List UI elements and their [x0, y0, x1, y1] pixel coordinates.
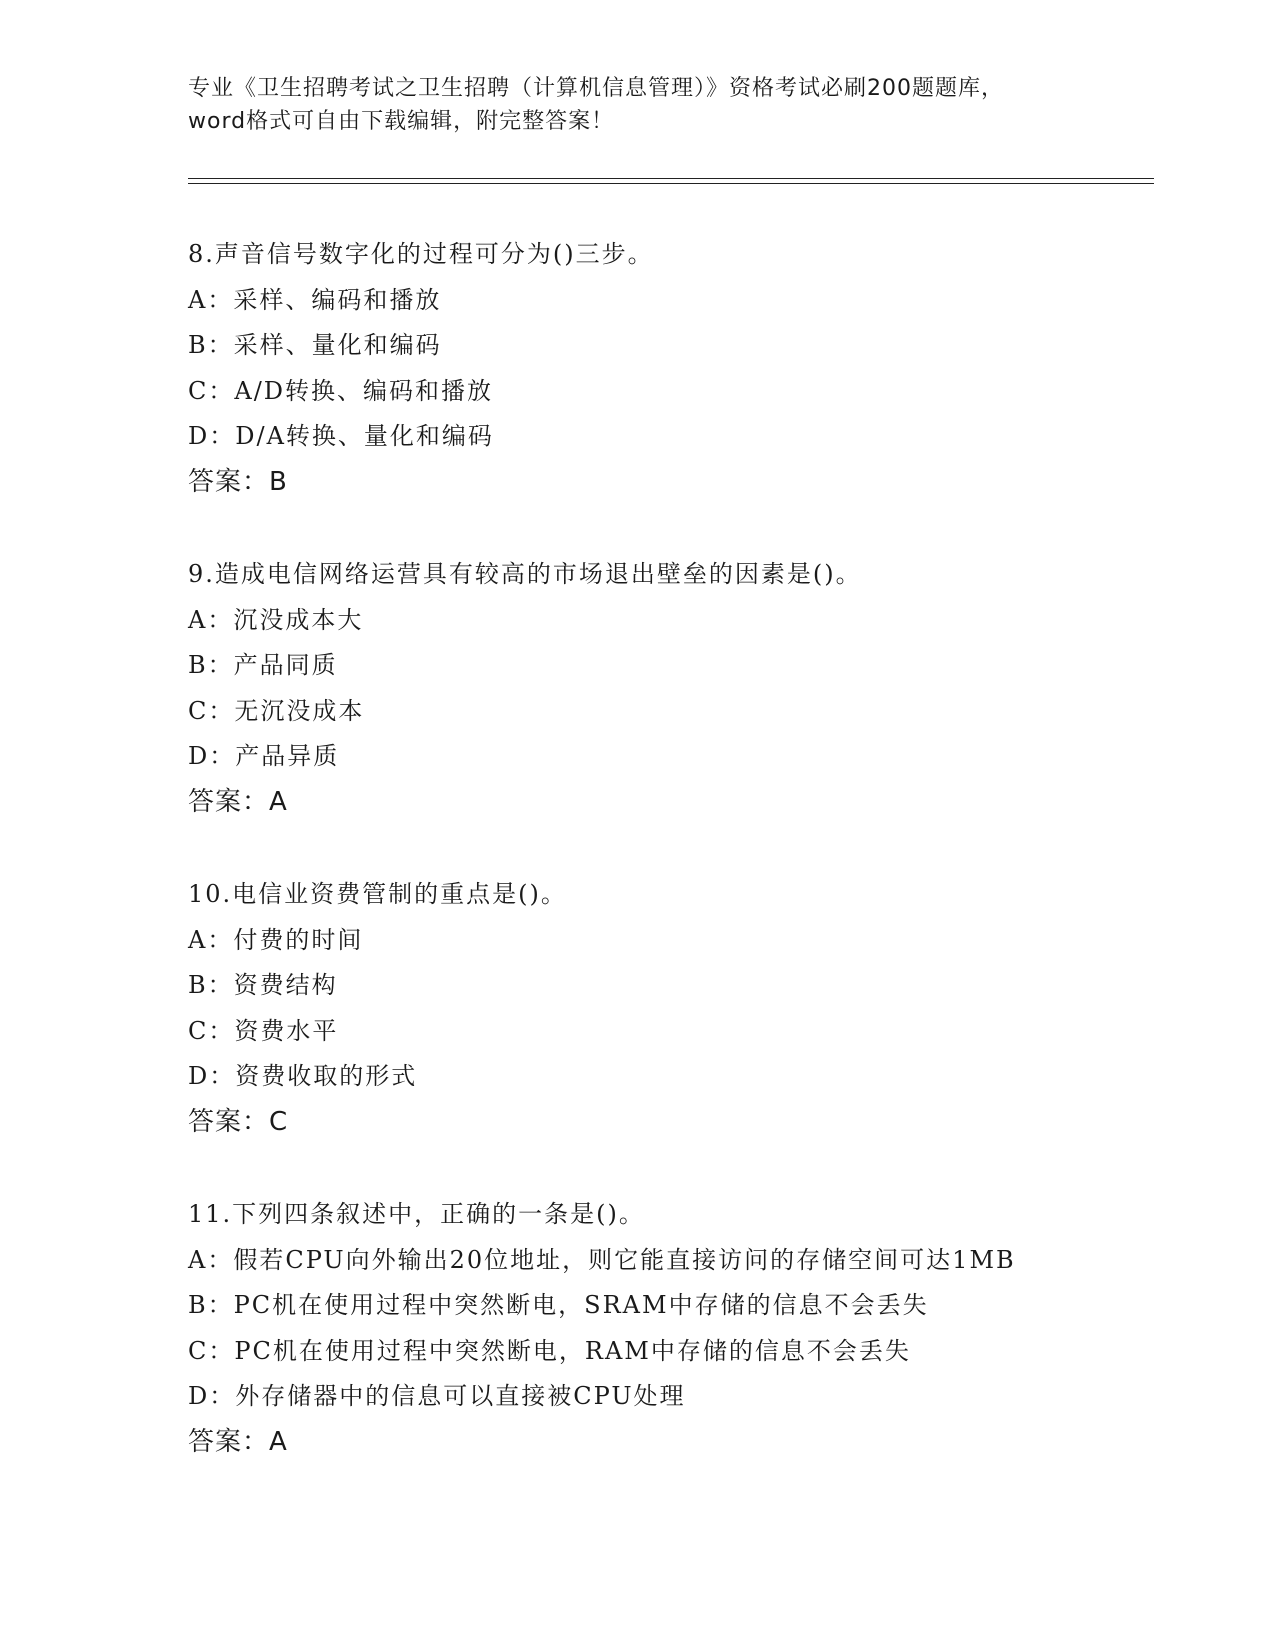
option-c: C：资费水平 [188, 1016, 339, 1045]
question-stem: 9.造成电信网络运营具有较高的市场退出壁垒的因素是()。 [188, 560, 862, 588]
question-stem: 8.声音信号数字化的过程可分为()三步。 [188, 240, 654, 268]
option-d: D：资费收取的形式 [188, 1062, 418, 1090]
question-stem: 10.电信业资费管制的重点是()。 [188, 880, 567, 908]
option-d: D：产品异质 [188, 742, 340, 770]
answer: 答案：A [188, 1426, 288, 1457]
header-line-2: word格式可自由下载编辑，附完整答案！ [188, 109, 615, 134]
option-d: D：D/A转换、量化和编码 [188, 422, 494, 450]
option-b: B：资费结构 [188, 971, 338, 999]
header-divider-bottom [188, 183, 1154, 184]
question-10 [188, 872, 1188, 1145]
option-b: B：PC机在使用过程中突然断电，SRAM中存储的信息不会丢失 [188, 1291, 929, 1319]
option-b: B：产品同质 [188, 651, 338, 679]
option-a: A：采样、编码和播放 [188, 285, 442, 314]
option-c: C：无沉没成本 [188, 696, 365, 725]
option-c: C：PC机在使用过程中突然断电，RAM中存储的信息不会丢失 [188, 1336, 911, 1365]
answer: 答案：A [188, 786, 288, 817]
option-d: D：外存储器中的信息可以直接被CPU处理 [188, 1382, 686, 1410]
header-divider-top [188, 178, 1154, 179]
option-b: B：采样、量化和编码 [188, 331, 442, 359]
question-stem: 11.下列四条叙述中，正确的一条是()。 [188, 1200, 645, 1228]
question-8 [188, 232, 1188, 505]
answer: 答案：C [188, 1106, 289, 1137]
answer: 答案：B [188, 466, 288, 497]
document-header [188, 72, 1088, 138]
option-a: A：沉没成本大 [188, 605, 364, 634]
question-11 [188, 1192, 1188, 1465]
option-a: A：假若CPU向外输出20位地址，则它能直接访问的存储空间可达1MB [188, 1245, 1016, 1274]
option-c: C：A/D转换、编码和播放 [188, 376, 494, 405]
question-9 [188, 552, 1188, 825]
header-line-1: 专业《卫生招聘考试之卫生招聘（计算机信息管理）》资格考试必刷200题题库， [188, 76, 1004, 101]
option-a: A：付费的时间 [188, 925, 364, 954]
